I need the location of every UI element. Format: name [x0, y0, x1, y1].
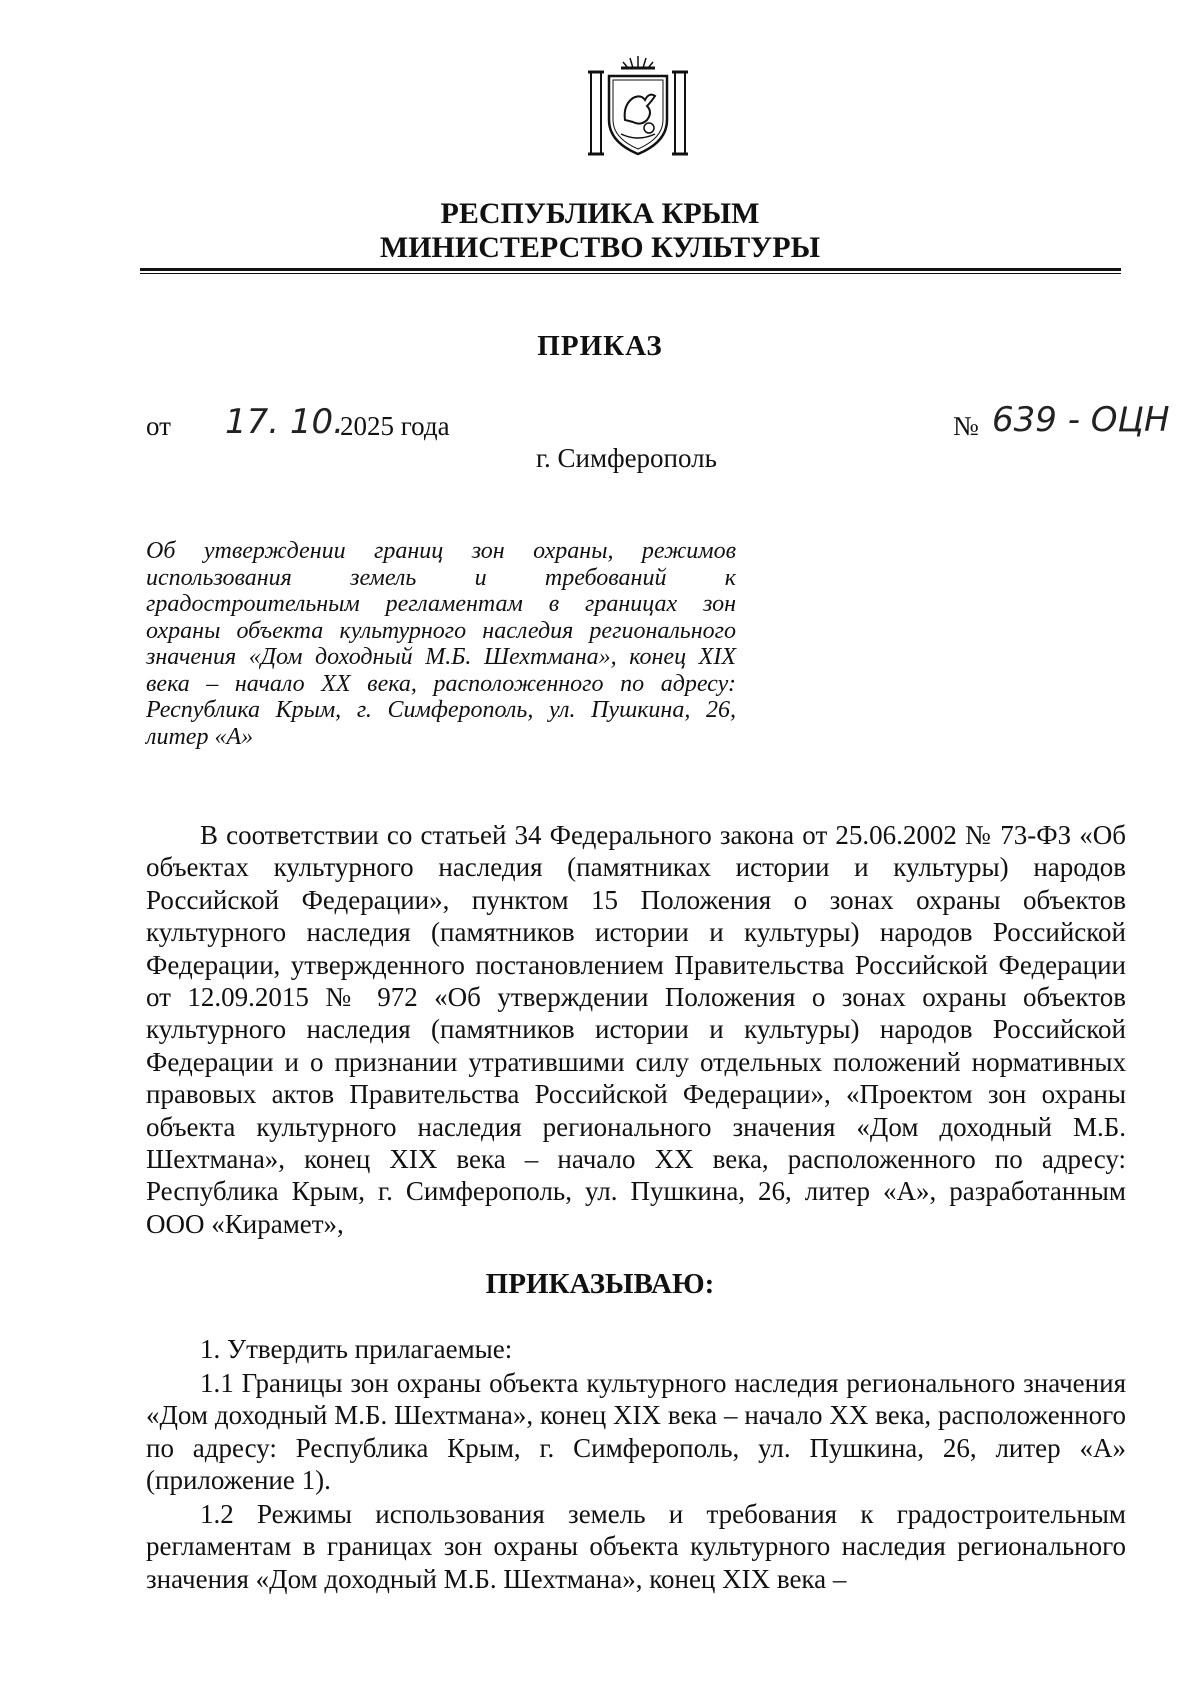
preamble-paragraph: В соответствии со статьей 34 Федерального закона от 25.06.2002 № 73-ФЗ «Об объектах культурного наследия (памятниках истории и культуры) народов Российской Федерации», пунктом 15 Положения о зонах охраны объектов культурного наследия (памятников истории и культуры) народов Российской Федерации, утвержденного постановлением Правительства Российской Федерации от 12.09.2015 № 972 «Об утверждении Положения о зонах охраны объектов культурного наследия (памятников истории и культуры) народов Российской Федерации и о признании утратившими силу отдельных положений нормативных правовых актов Правительства Российской Федерации», «Проектом зон охраны объекта культурного наследия регионального значения «Дом доходный М.Б. Шехтмана», конец XIX века – начало XX века, расположенного по адресу: Республика Крым, г. Симферополь, ул. Пушкина, 26, литер «А», разработанным ООО «Кирамет», [146, 820, 1126, 1239]
republic-name: РЕСПУБЛИКА КРЫМ [440, 197, 760, 230]
city: г. Симферополь [536, 443, 717, 473]
header-rule-thick [140, 268, 1121, 271]
date-year: 2025 года [340, 411, 450, 441]
order-item-1-2: 1.2 Режимы использования земель и требования к градостроительным регламентам в границах зон охраны объекта культурного наследия регионального значения «Дом доходный М.Б. Шехтмана», конец XIX века – [146, 1499, 1126, 1594]
number-handwritten: 639 - ОЦН [992, 400, 1170, 440]
order-subject: Об утверждении границ зон охраны, режимов использования земель и требований к градостроительным регламентам в границах зон охраны объекта культурного наследия регионального значения «Дом доходный М.Б. Шехтмана», конец XIX века – начало XX века, расположенного по адресу: Республика Крым, г. Симферополь, ул. Пушкина, 26, литер «А» [146, 538, 736, 750]
order-item-1: 1. Утвердить прилагаемые: [200, 1334, 513, 1364]
order-word: ПРИКАЗЫВАЮ: [485, 1268, 715, 1300]
ministry-name: МИНИСТЕРСТВО КУЛЬТУРЫ [379, 231, 821, 264]
date-handwritten: 17. 10. [225, 402, 344, 442]
header-rule-thin [140, 273, 1121, 274]
number-sign: № [953, 411, 979, 441]
order-item-1-1: 1.1 Границы зон охраны объекта культурного наследия регионального значения «Дом доходный М.Б. Шехтмана», конец XIX века – начало XX века, расположенного по адресу: Республика Крым, г. Симферополь, ул. Пушкина, 26, литер «А» (приложение 1). [146, 1368, 1126, 1496]
date-prefix: от [146, 411, 171, 441]
document-title: ПРИКАЗ [537, 330, 663, 362]
crimea-coat-of-arms-icon [583, 50, 693, 160]
